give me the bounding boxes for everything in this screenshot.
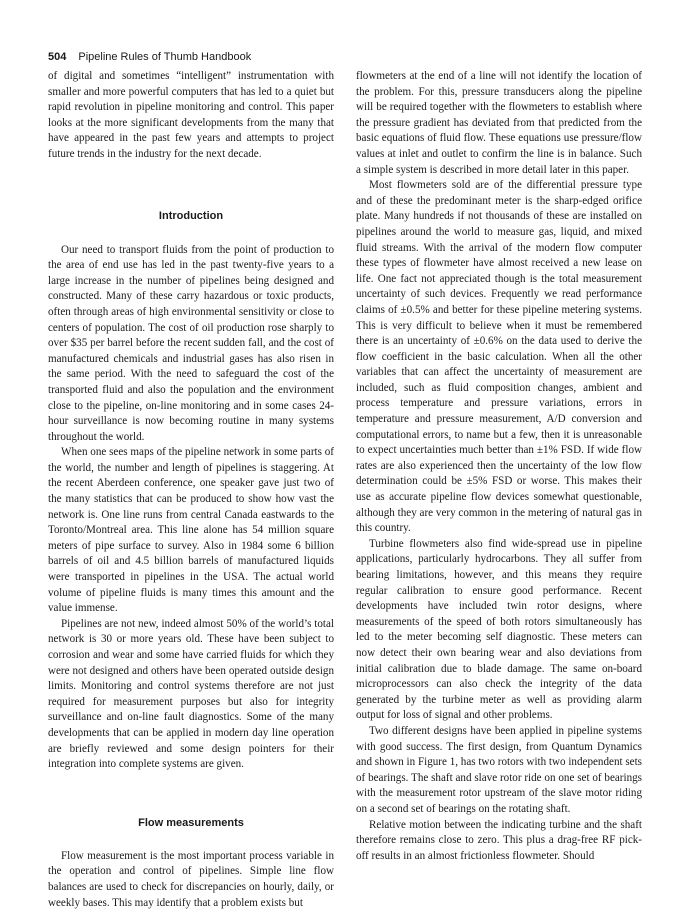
opening-paragraph: of digital and sometimes “intelligent” instrumentation with smaller and more powerful computers that has led to a quiet but rapid revolution in pipeline monitoring and control. This paper looks at the more significant developments from the many that have appeared in the past few years and attempts to project future trends in the industry for the next decade. bbox=[48, 70, 334, 160]
book-title: Pipeline Rules of Thumb Handbook bbox=[78, 51, 252, 63]
flow-paragraph: Flow measurement is the most important process variable in the operation and control of pipelines. Simple line flow balances are used to check for discrepancies on hourly, daily, or weekly bases. This may identify that a problem exists but bbox=[48, 849, 334, 909]
right-paragraph-2: Most flowmeters sold are of the differential pressure type and of these the predominant meter is the sharp-edged orifice plate. Many hundreds if not thousands of these are installed on pipelines around the world to measure gas, liquid, and mixed fluid streams. With the arrival of the modern flow computer these types of flowmeter have almost received a new lease on life. One fact not appreciated though is the total measurement uncertainty of such devices. Frequently we read performance claims of ±0.5% and better for these pipeline metering systems. This is very difficult to believe when it must be remembered there is an uncertainty of ±0.6% on the data used to derive the flow coefficient in the basic calculation. When all the other variables that can affect the uncertainty of measurement are included, such as fluid composition changes, ambient and process temperature and pressure variations, errors in temperature and pressure measurement, A/D conversion and computational errors, to name but a few, then it is unreasonable to expect uncertainties much better than ±1% FSD. If wide flow rates are also experienced then the uncertainty of the low flow determination could be ±5% FSD or worse. This makes their use as accurate pipeline flow devices somewhat questionable, although they are very common in the metering of natural gas in this country. bbox=[356, 179, 642, 535]
running-head bbox=[48, 50, 251, 64]
right-paragraph-5: Relative motion between the indicating turbine and the shaft therefore remains close to zero. This plus a drag-free RF pick-off results in an almost frictionless flowmeter. Should bbox=[356, 818, 642, 862]
right-paragraph-4: Two different designs have been applied in pipeline systems with good success. The first design, from Quantum Dynamics and shown in Figure 1, has two rotors with two independent sets of bearings. The shaft and slave rotor ride on one set of bearings with the measurement rotor upstream of the slave motor riding on a second set of bearings on the rotating shaft. bbox=[356, 724, 642, 815]
page-number: 504 bbox=[48, 51, 67, 63]
intro-paragraph-1: Our need to transport fluids from the point of production to the area of end use has led in the past twenty-five years to a large increase in the number of pipelines being designed and constructed. Many of these carry hazardous or toxic products, often through areas of high environmental sensitivity or close to centers of population. The cost of oil production rose sharply to over $35 per barrel before the recent sudden fall, and the cost of manufactured chemicals and industrial gases has also risen in the same period. With the need to safeguard the cost of the transported fluid and also the population and the environment close to the pipeline, on-line monitoring and in some cases 24-hour surveillance is now becoming routine in many systems throughout the world. bbox=[48, 243, 334, 443]
intro-paragraph-3: Pipelines are not new, indeed almost 50% of the world’s total network is 30 or more years old. These have been subject to corrosion and wear and some have carried fluids for which they were not designed and others have been operated outside design limits. Monitoring and control systems therefore are not just required for measurement purposes but also for integrity surveillance and on-line fault diagnostics. Some of the many developments that can be applied in modern day line operation are briefly reviewed and some design pointers for their integration into complete systems are given. bbox=[48, 617, 334, 771]
right-paragraph-3: Turbine flowmeters also find wide-spread use in pipeline applications, particularly hydrocarbons. They all suffer from bearing limitations, however, and this means they require regular calibration to ensure good performance. Recent developments have included twin rotor designs, where measurements of the speed of both rotors simultaneously has led to the meter becoming self diagnostic. These meters can now detect their own bearing wear and also deviations from initial calibration due to blade damage. The same on-board microprocessors can also check the integrity of the data generated by the turbine meter as well as providing alarm output for loss of signal and other problems. bbox=[356, 537, 642, 722]
right-paragraph-1: flowmeters at the end of a line will not identify the location of the problem. For this, pressure transducers along the pipeline will be required together with the flowmeters to establish where the pressure gradient has deviated from that predicted from the basic equations of fluid flow. These equations use pressure/flow values at inlet and outlet to confirm the line is in balance. Such a simple system is described in more detail later in this paper. bbox=[356, 70, 642, 176]
introduction-heading: Introduction bbox=[158, 209, 224, 222]
left-column bbox=[48, 69, 334, 911]
right-column bbox=[356, 69, 642, 864]
flow-measurements-heading: Flow measurements bbox=[138, 816, 244, 829]
intro-paragraph-2: When one sees maps of the pipeline network in some parts of the world, the number and length of pipelines is staggering. At the recent Aberdeen conference, one speaker gave just two of the many statistics that can be produced to show how vast the network is. One line runs from central Canada eastwards to the Toronto/Montreal area. This line alone has 54 million square meters of pipe surface to survey. Also in 1984 some 6 billion barrels of oil and 4.5 billion barrels of manufactured liquids were transported in pipelines in the USA. The actual world volume of pipeline fluids is many times this amount and the value immense. bbox=[48, 446, 334, 615]
